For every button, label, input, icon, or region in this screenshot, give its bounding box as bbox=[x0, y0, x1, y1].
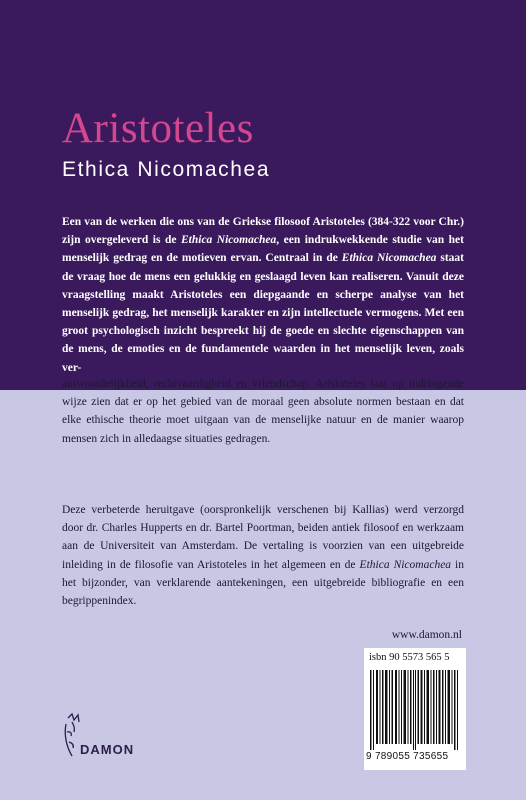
publisher-name: DAMON bbox=[80, 742, 135, 757]
publisher-logo bbox=[60, 712, 150, 762]
blurb-paragraph-2 bbox=[62, 501, 464, 610]
barcode-digits: 9 789055 735655 bbox=[366, 751, 449, 762]
publisher-url: www.damon.nl bbox=[391, 629, 462, 641]
book-title: Aristoteles bbox=[62, 105, 254, 152]
blurb-p2-text-b: in het bijzonder, van verklarende aantekeningen, een uitgebreide bibliografie en een begrippenindex. bbox=[62, 558, 464, 608]
blurb-p1-text-a: Een van de werken die ons van de Griekse filosoof Aristoteles (384-322 voor Chr.) zijn overgeleverd is de bbox=[62, 216, 464, 247]
book-subtitle: Ethica Nicomachea bbox=[62, 158, 271, 181]
blurb-paragraph-1 bbox=[62, 213, 464, 377]
isbn-number: isbn 90 5573 565 5 bbox=[369, 652, 450, 663]
blurb-p1-emphasis-1: Ethica Nicomachea bbox=[180, 234, 277, 247]
blurb-p2-text-a: Deze verbeterde heruitgave (oorspronkelijk verschenen bij Kallias) werd verzorgd door dr. Charles Hupperts en dr. Bartel Poortman, beiden antiek filosoof en werkzaam aan de Universiteit van Amsterdam. De vertaling is voorzien van een uitgebreide inleiding in de filosofie van Aristoteles in het algemeen en de bbox=[62, 504, 464, 571]
blurb-paragraph-1-continued: antwoordelijkheid, rechtvaardigheid en vriendschap. Aristoteles laat op indringende wijze zien dat er op het gebied van de moraal geen absolute normen bestaan en dat elke ethische theorie moet uitgaan van de menselijke natuur en de manier waarop mensen zich in alledaagse situaties gedragen. bbox=[62, 378, 464, 445]
blurb-p1-emphasis-2: Ethica Nicomachea bbox=[341, 252, 437, 265]
isbn-barcode bbox=[364, 648, 466, 770]
blurb-p1-text-b: , een indrukwekkende studie van het menselijk gedrag en de motieven ervan. Centraal in de bbox=[62, 234, 464, 265]
blurb-p1-text-c: staat de vraag hoe de mens een gelukkig en geslaagd leven kan realiseren. Vanuit deze vraagstelling maakt Aristoteles een diepgaande en scherpe analyse van het menselijk gedrag, het menselijk karakter en zijn intellectuele vermogens. Met een groot psychologisch inzicht bespreekt hij de goede en slechte eigenschappen van de mens, de emoties en de fundamentele waarden in het menselijk leven, zoals ver- bbox=[62, 252, 465, 374]
barcode-icon bbox=[370, 670, 460, 750]
blurb-p2-emphasis: Ethica Nicomachea bbox=[359, 558, 452, 571]
